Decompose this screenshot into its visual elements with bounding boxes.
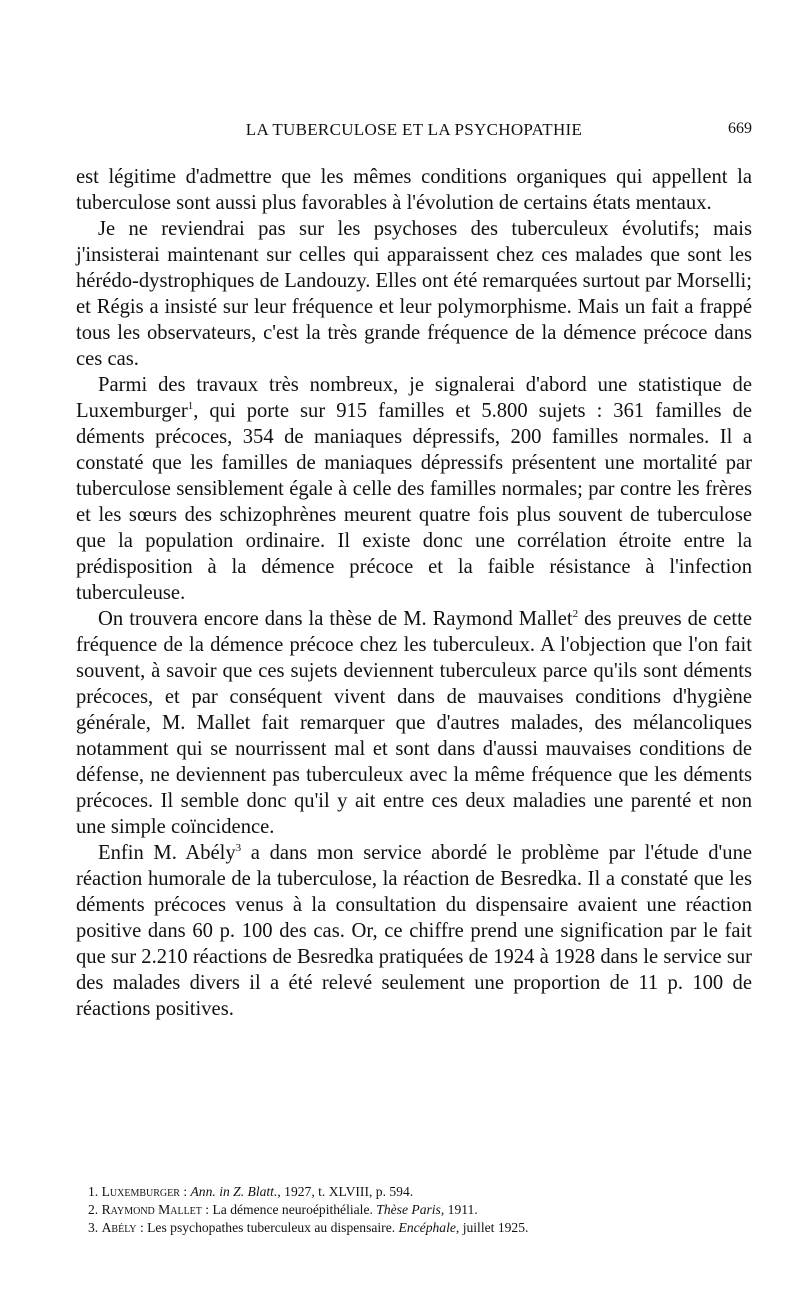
footnote-separator: : bbox=[136, 1220, 148, 1235]
footnote-details: , 1911. bbox=[440, 1202, 478, 1217]
footnote-title: La démence neuroépithéliale. bbox=[212, 1202, 377, 1217]
footnote-divider bbox=[155, 1167, 156, 1168]
footnote-ref[interactable]: 2 bbox=[572, 608, 579, 621]
paragraph-text: Parmi des travaux très nombreux, je signalerai d'abord une statistique de Luxemburger bbox=[76, 374, 752, 422]
footnote-1 bbox=[88, 1183, 748, 1201]
paragraph-text: Je ne reviendrai pas sur les psychoses des tuberculeux évolutifs; mais j'insisterai maintenant sur celles qui apparaissent chez ces malades que sont les hérédo-dystrophiques de Landouzy. Elles ont été remarquées surtout par Morselli; et Régis a insisté sur leur fréquence et leur polymorphisme. Mais un fait a frappé tous les observateurs, c'est la très grande fréquence de la démence précoce dans ces cas. bbox=[76, 218, 752, 370]
footnote-number: 3. bbox=[88, 1220, 99, 1235]
footnote-author: Raymond Mallet bbox=[101, 1202, 202, 1217]
running-title: LA TUBERCULOSE ET LA PSYCHOPATHIE bbox=[245, 120, 583, 139]
paragraph-text: On trouvera encore dans la thèse de M. Raymond Mallet bbox=[98, 608, 573, 630]
paragraph-text: Enfin M. Abély bbox=[98, 842, 236, 864]
footnote-separator: : bbox=[201, 1202, 213, 1217]
page-number: 669 bbox=[728, 120, 752, 137]
paragraph-abely bbox=[76, 840, 752, 1022]
running-head bbox=[76, 120, 752, 144]
paragraph-text: , qui porte sur 915 familles et 5.800 sujets : 361 familles de déments précoces, 354 de maniaques dépressifs, 200 familles normales. Il a constaté que les familles de maniaques dépressifs présentent une mortalité par tuberculose sensiblement égale à celle des familles normales; par contre les frères et les sœurs des schizophrènes meurent quatre fois plus souvent de tuberculose que la population ordinaire. Il existe donc une corrélation étroite entre la prédisposition à la démence précoce et la faible résistance à l'infection tuberculeuse. bbox=[76, 400, 752, 604]
footnote-3 bbox=[88, 1219, 748, 1237]
footnote-ref[interactable]: 1 bbox=[187, 400, 194, 413]
footnote-title: Les psychopathes tuberculeux au dispensaire. bbox=[147, 1220, 399, 1235]
paragraph-text: a dans mon service abordé le problème par l'étude d'une réaction humorale de la tuberculose, la réaction de Besredka. Il a constaté que les déments précoces venus à la consultation du dispensaire avaient une réaction positive dans 60 p. 100 des cas. Or, ce chiffre prend une signification par le fait que sur 2.210 réactions de Besredka pratiquées de 1924 à 1928 dans le service sur des malades divers il a été relevé seulement une proportion de 11 p. 100 de réactions positives. bbox=[76, 842, 753, 1020]
paragraph-text: est légitime d'admettre que les mêmes conditions organiques qui appellent la tuberculose sont aussi plus favorables à l'évolution de certains états mentaux. bbox=[76, 166, 752, 214]
footnote-ref[interactable]: 3 bbox=[235, 842, 242, 855]
footnote-2 bbox=[88, 1201, 748, 1219]
paragraph-continuation bbox=[76, 164, 752, 216]
footnotes bbox=[88, 1183, 748, 1237]
body-text bbox=[76, 164, 752, 1022]
footnote-author: Abély bbox=[101, 1220, 137, 1235]
footnote-number: 1. bbox=[88, 1184, 99, 1199]
footnote-separator: : bbox=[179, 1184, 191, 1199]
paragraph-mallet bbox=[76, 606, 752, 840]
paragraph-psychoses bbox=[76, 216, 752, 372]
footnote-details: , 1927, t. XLVIII, p. 594. bbox=[277, 1184, 414, 1199]
footnote-journal: Thèse Paris bbox=[376, 1202, 441, 1217]
footnote-author: Luxemburger bbox=[101, 1184, 180, 1199]
footnote-journal: Encéphale bbox=[398, 1220, 456, 1235]
footnote-details: , juillet 1925. bbox=[455, 1220, 529, 1235]
footnote-number: 2. bbox=[88, 1202, 99, 1217]
paragraph-text: des preuves de cette fréquence de la démence précoce chez les tuberculeux. A l'objection que l'on fait souvent, à savoir que ces sujets deviennent tuberculeux parce qu'ils sont déments précoces, et par conséquent vivent dans de mauvaises conditions d'hygiène générale, M. Mallet fait remarquer que d'autres malades, des mélancoliques notamment qui se nourrissent mal et sont dans d'aussi mauvaises conditions de défense, ne deviennent pas tuberculeux avec la même fréquence que les déments précoces. Il semble donc qu'il y ait entre ces deux maladies une parenté et non une simple coïncidence. bbox=[76, 608, 752, 838]
footnote-journal: Ann. in Z. Blatt. bbox=[190, 1184, 278, 1199]
paragraph-luxemburger bbox=[76, 372, 752, 606]
